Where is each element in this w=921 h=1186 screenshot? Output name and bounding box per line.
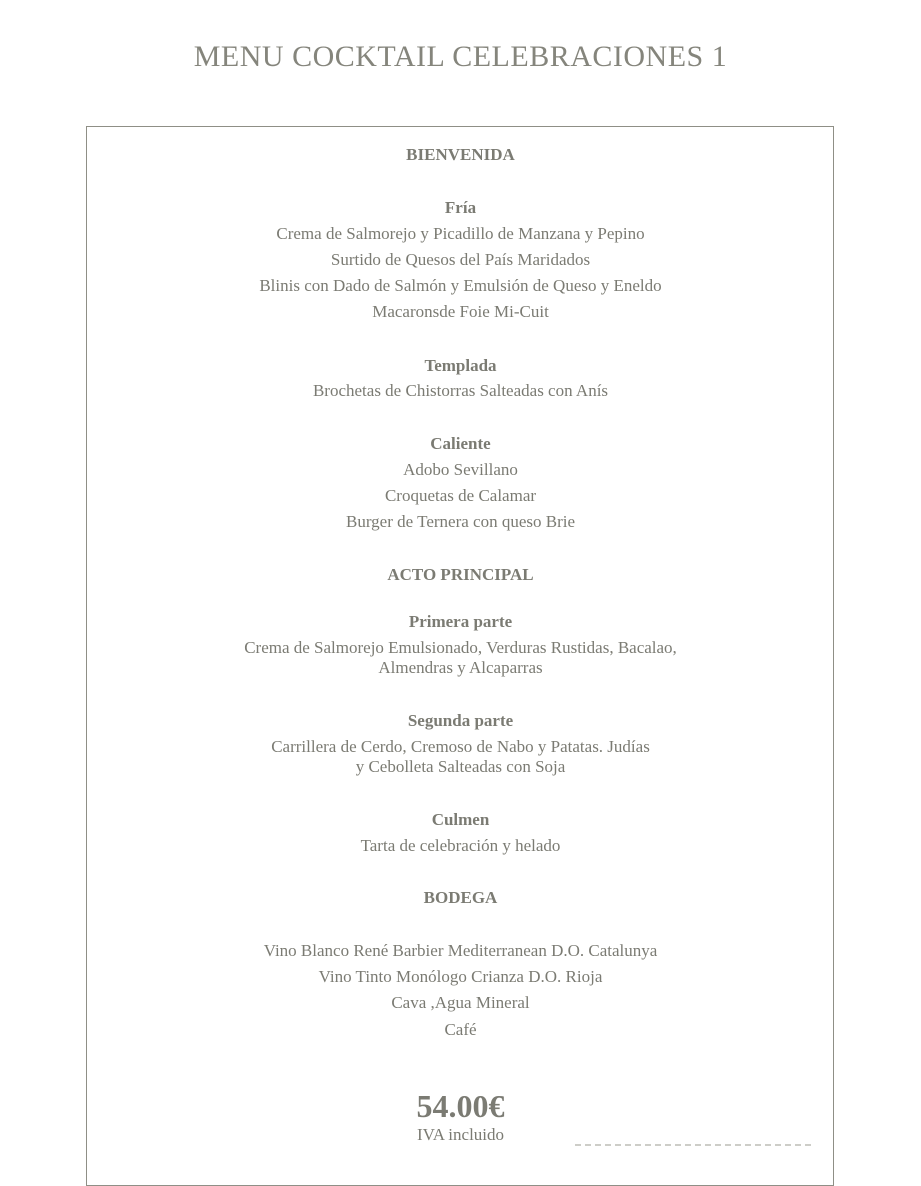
menu-item: Macaronsde Foie Mi-Cuit bbox=[372, 302, 549, 321]
subsection-title-caliente: Caliente bbox=[430, 434, 491, 453]
menu-item: Adobo Sevillano bbox=[403, 460, 518, 479]
drink-item: Vino Blanco René Barbier Mediterranean D.O. Catalunya bbox=[263, 941, 658, 960]
drink-item: Cava ,Agua Mineral bbox=[391, 993, 530, 1012]
subsection-title-primera-parte: Primera parte bbox=[408, 612, 513, 631]
menu-item-line: Carrillera de Cerdo, Cremoso de Nabo y Patatas. Judías bbox=[271, 737, 650, 756]
section-heading-acto-principal: ACTO PRINCIPAL bbox=[387, 565, 534, 584]
subsection-title-templada: Templada bbox=[424, 356, 497, 375]
section-heading-bodega: BODEGA bbox=[423, 888, 498, 907]
faded-footnote-mark bbox=[575, 1144, 815, 1146]
price-note: IVA incluido bbox=[416, 1125, 505, 1144]
section-heading-bienvenida: BIENVENIDA bbox=[406, 145, 515, 164]
menu-item: Brochetas de Chistorras Salteadas con Anís bbox=[312, 381, 609, 400]
menu-item-line: Crema de Salmorejo Emulsionado, Verduras Rustidas, Bacalao, bbox=[244, 638, 677, 657]
subsection-title-fria: Fría bbox=[444, 198, 477, 217]
subsection-title-culmen: Culmen bbox=[431, 810, 490, 829]
menu-item: Tarta de celebración y helado bbox=[360, 836, 561, 855]
drink-item: Café bbox=[444, 1020, 477, 1039]
menu-item: Blinis con Dado de Salmón y Emulsión de Queso y Eneldo bbox=[259, 276, 662, 295]
menu-item: Burger de Ternera con queso Brie bbox=[345, 512, 576, 531]
subsection-title-segunda-parte: Segunda parte bbox=[407, 711, 514, 730]
menu-item-line: y Cebolleta Salteadas con Soja bbox=[355, 757, 566, 776]
menu-item: Surtido de Quesos del País Maridados bbox=[330, 250, 591, 269]
menu-item-line: Almendras y Alcaparras bbox=[378, 658, 543, 677]
menu-price: 54.00€ bbox=[416, 1088, 505, 1124]
drink-item: Vino Tinto Monólogo Crianza D.O. Rioja bbox=[318, 967, 603, 986]
menu-item: Crema de Salmorejo y Picadillo de Manzana y Pepino bbox=[276, 224, 645, 243]
menu-title: MENU COCKTAIL CELEBRACIONES 1 bbox=[193, 40, 728, 73]
menu-item: Croquetas de Calamar bbox=[384, 486, 537, 505]
